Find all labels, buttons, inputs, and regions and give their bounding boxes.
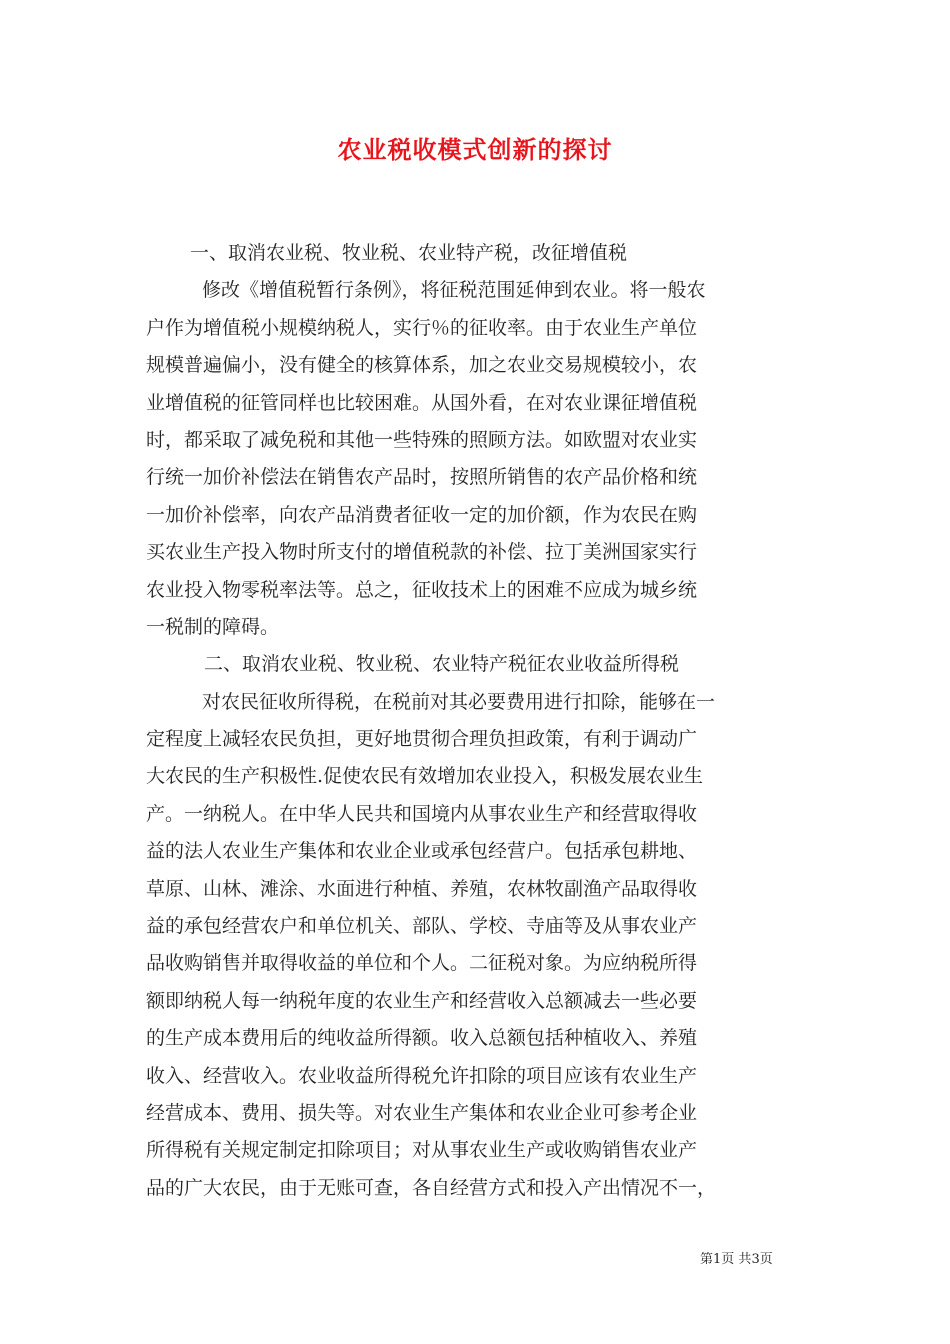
paragraph-line: 修改《增值税暂行条例》，将征税范围延伸到农业。将一般农	[202, 279, 706, 302]
paragraph-line: 品的广大农民，由于无账可查，各自经营方式和投入产出情况不一，	[146, 1176, 717, 1199]
paragraph-line: 规模普遍偏小，没有健全的核算体系，加之农业交易规模较小，农	[146, 354, 698, 377]
page-footer	[700, 1248, 820, 1267]
paragraph-line: 行统一加价补偿法在销售农产品时，按照所销售的农产品价格和统	[146, 466, 698, 489]
paragraph-line: 经营成本、费用、损失等。对农业生产集体和农业企业可参考企业	[146, 1101, 698, 1124]
section-heading-2: 二、取消农业税、牧业税、农业特产税征农业收益所得税	[204, 653, 680, 676]
section-heading-1: 一、取消农业税、牧业税、农业特产税，改征增值税	[190, 242, 628, 264]
paragraph-line: 时，都采取了减免税和其他一些特殊的照顾方法。如欧盟对农业实	[146, 428, 698, 451]
document-body	[146, 235, 808, 1207]
paragraph-line: 户作为增值税小规模纳税人，实行％的征收率。由于农业生产单位	[146, 316, 698, 339]
footer-current-page: 1	[713, 1252, 722, 1267]
paragraph-line: 业增值税的征管同样也比较困难。从国外看，在对农业课征增值税	[146, 391, 698, 414]
page-title: 农业税收模式创新的探讨	[337, 135, 613, 164]
paragraph-line: 产。一纳税人。在中华人民共和国境内从事农业生产和经营取得收	[146, 802, 698, 825]
paragraph-line: 对农民征收所得税，在税前对其必要费用进行扣除，能够在一	[202, 690, 716, 713]
paragraph-line: 大农民的生产积极性.促使农民有效增加农业投入，积极发展农业生	[146, 765, 704, 788]
paragraph-line: 收入、经营收入。农业收益所得税允许扣除的项目应该有农业生产	[146, 1064, 698, 1087]
paragraph-line: 益的承包经营农户和单位机关、部队、学校、寺庙等及从事农业产	[146, 915, 698, 938]
paragraph-line: 益的法人农业生产集体和农业企业或承包经营户。包括承包耕地、	[146, 840, 698, 863]
paragraph-line: 一税制的障碍。	[146, 615, 280, 638]
paragraph-line: 的生产成本费用后的纯收益所得额。收入总额包括种植收入、养殖	[146, 1027, 698, 1050]
paragraph-line: 农业投入物零税率法等。总之，征收技术上的困难不应成为城乡统	[146, 578, 698, 601]
paragraph-line: 买农业生产投入物时所支付的增值税款的补偿、拉丁美洲国家实行	[146, 541, 698, 564]
paragraph-line: 定程度上减轻农民负担，更好地贯彻合理负担政策，有利于调动广	[146, 728, 698, 751]
paragraph-line: 草原、山林、滩涂、水面进行种植、养殖，农林牧副渔产品取得收	[146, 877, 698, 900]
paragraph-line: 一加价补偿率，向农产品消费者征收一定的加价额，作为农民在购	[146, 503, 698, 526]
paragraph-line: 品收购销售并取得收益的单位和个人。二征税对象。为应纳税所得	[146, 952, 698, 975]
footer-total-pages: 3	[751, 1252, 760, 1267]
footer-suffix: 页	[759, 1252, 773, 1267]
paragraph-line: 所得税有关规定制定扣除项目；对从事农业生产或收购销售农业产	[146, 1139, 698, 1162]
paragraph-line: 额即纳税人每一纳税年度的农业生产和经营收入总额减去一些必要	[146, 989, 698, 1012]
footer-middle: 页 共	[721, 1252, 752, 1267]
footer-prefix: 第	[700, 1252, 714, 1267]
